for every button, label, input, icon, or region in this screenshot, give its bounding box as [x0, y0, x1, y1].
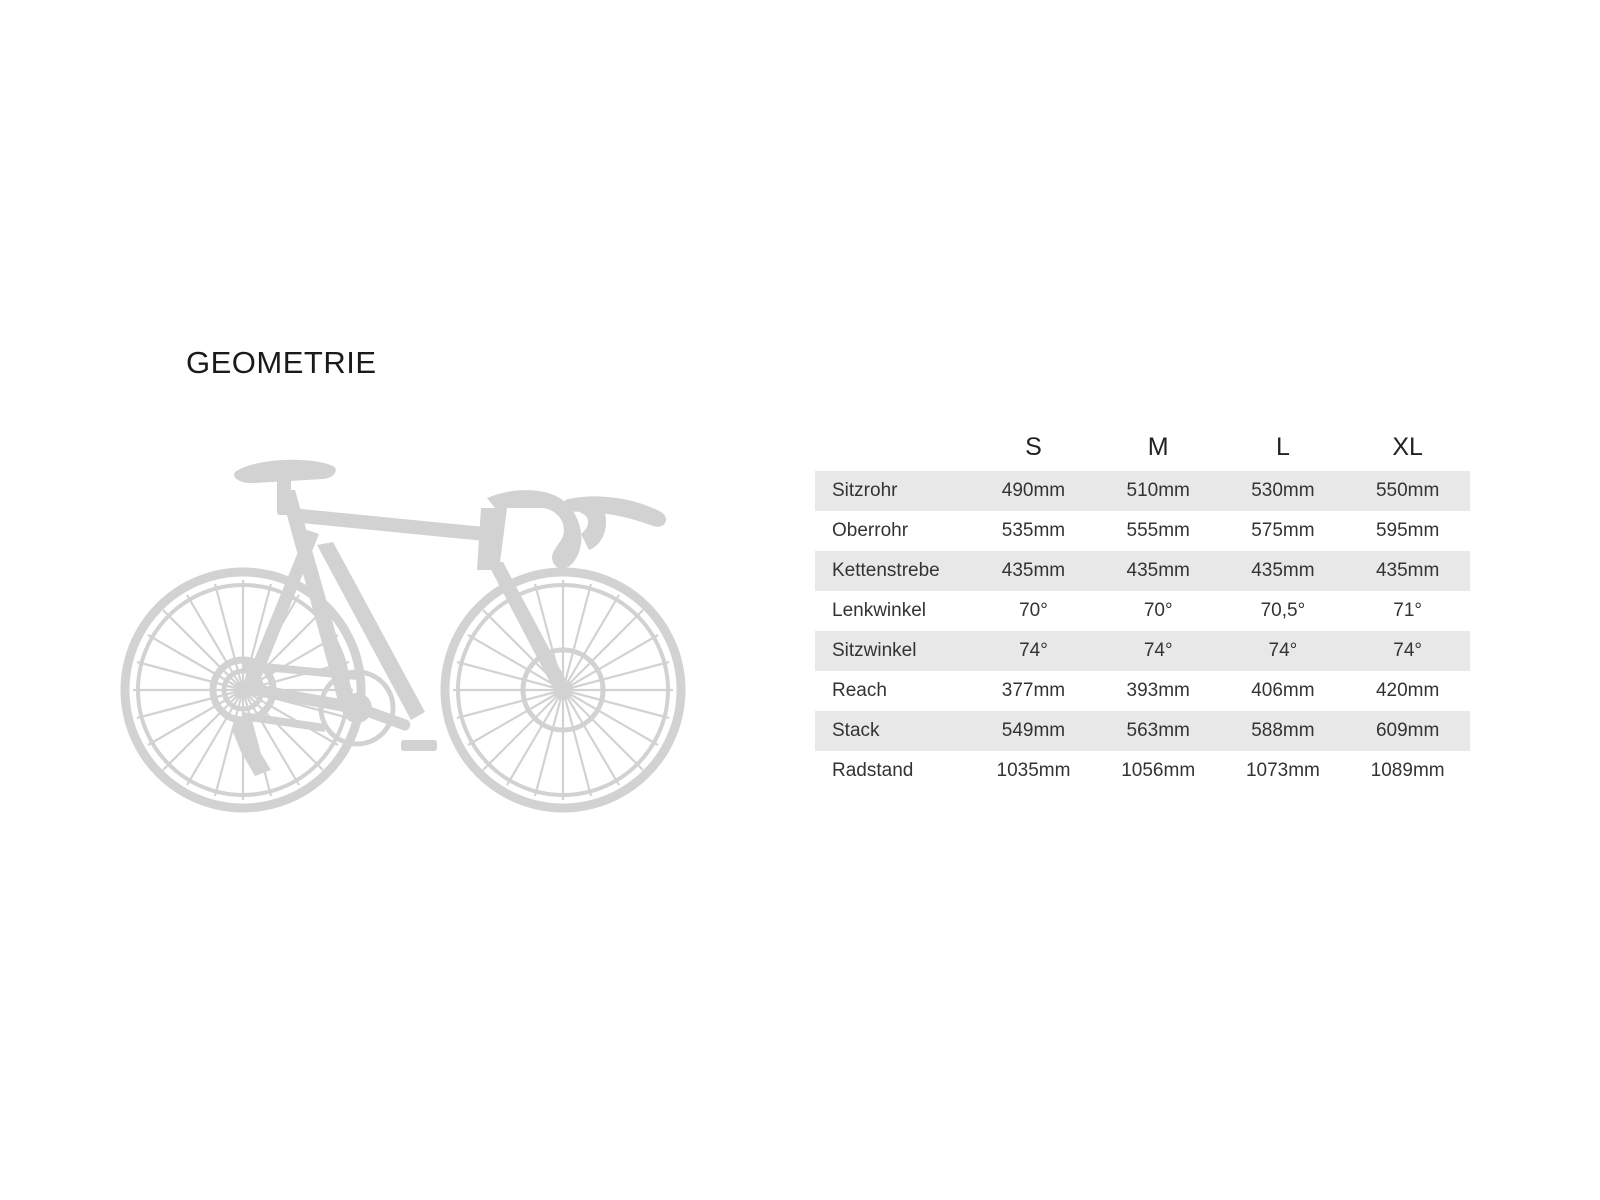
bike-silhouette-svg	[95, 450, 715, 830]
column-header-m: M	[1147, 433, 1169, 461]
cell-value: 1089mm	[1370, 760, 1445, 781]
cell-value: 490mm	[1001, 480, 1066, 501]
row-label: Reach	[832, 680, 887, 701]
cell-value: 435mm	[1001, 560, 1066, 581]
cell-value: 563mm	[1126, 720, 1190, 741]
cell-value: 1056mm	[1121, 760, 1196, 781]
cell-value: 71°	[1393, 600, 1422, 621]
cell-value: 70,5°	[1260, 600, 1306, 621]
cell-value: 1073mm	[1245, 760, 1320, 781]
cell-value: 595mm	[1375, 520, 1440, 541]
table-row	[815, 711, 1470, 751]
cell-value: 550mm	[1375, 480, 1440, 501]
cell-value: 549mm	[1001, 720, 1066, 741]
row-label: Radstand	[832, 760, 914, 781]
table-row	[815, 751, 1470, 791]
table-row	[815, 471, 1470, 511]
table-row	[815, 511, 1470, 551]
cell-value: 74°	[1268, 640, 1298, 661]
cell-value: 74°	[1143, 640, 1173, 661]
table-body	[815, 471, 1470, 791]
cell-value: 70°	[1143, 600, 1173, 621]
cell-value: 575mm	[1251, 520, 1315, 541]
cell-value: 530mm	[1251, 480, 1315, 501]
page-title: GEOMETRIE	[186, 345, 377, 380]
cell-value: 74°	[1019, 640, 1048, 661]
cell-value: 535mm	[1001, 520, 1066, 541]
cell-value: 74°	[1393, 640, 1422, 661]
cell-value: 377mm	[1001, 680, 1066, 701]
cell-value: 406mm	[1251, 680, 1315, 701]
cell-value: 609mm	[1375, 720, 1440, 741]
gravel-bike-illustration	[95, 450, 715, 830]
table-header	[815, 410, 1470, 471]
column-header-s: S	[1025, 433, 1042, 461]
cell-value: 588mm	[1251, 720, 1315, 741]
table-header-row	[815, 410, 1470, 471]
table-row	[815, 671, 1470, 711]
row-label: Oberrohr	[832, 520, 909, 541]
cell-value: 70°	[1019, 600, 1048, 621]
column-header-xl: XL	[1392, 433, 1423, 461]
cell-value: 1035mm	[996, 760, 1071, 781]
row-label: Sitzwinkel	[832, 640, 917, 661]
cell-value: 420mm	[1375, 680, 1440, 701]
row-label: Stack	[832, 720, 880, 741]
cell-value: 555mm	[1126, 520, 1190, 541]
row-label: Kettenstrebe	[832, 560, 940, 581]
cell-value: 435mm	[1251, 560, 1315, 581]
table-corner-cell	[815, 410, 971, 471]
table-row	[815, 551, 1470, 591]
cell-value: 393mm	[1126, 680, 1190, 701]
column-header-l: L	[1275, 433, 1290, 461]
table-row	[815, 631, 1470, 671]
cell-value: 435mm	[1375, 560, 1440, 581]
row-label: Lenkwinkel	[832, 600, 926, 621]
cell-value: 510mm	[1126, 480, 1190, 501]
row-label: Sitzrohr	[832, 480, 898, 501]
geometry-table	[815, 410, 1470, 791]
table-row	[815, 591, 1470, 631]
cell-value: 435mm	[1126, 560, 1190, 581]
